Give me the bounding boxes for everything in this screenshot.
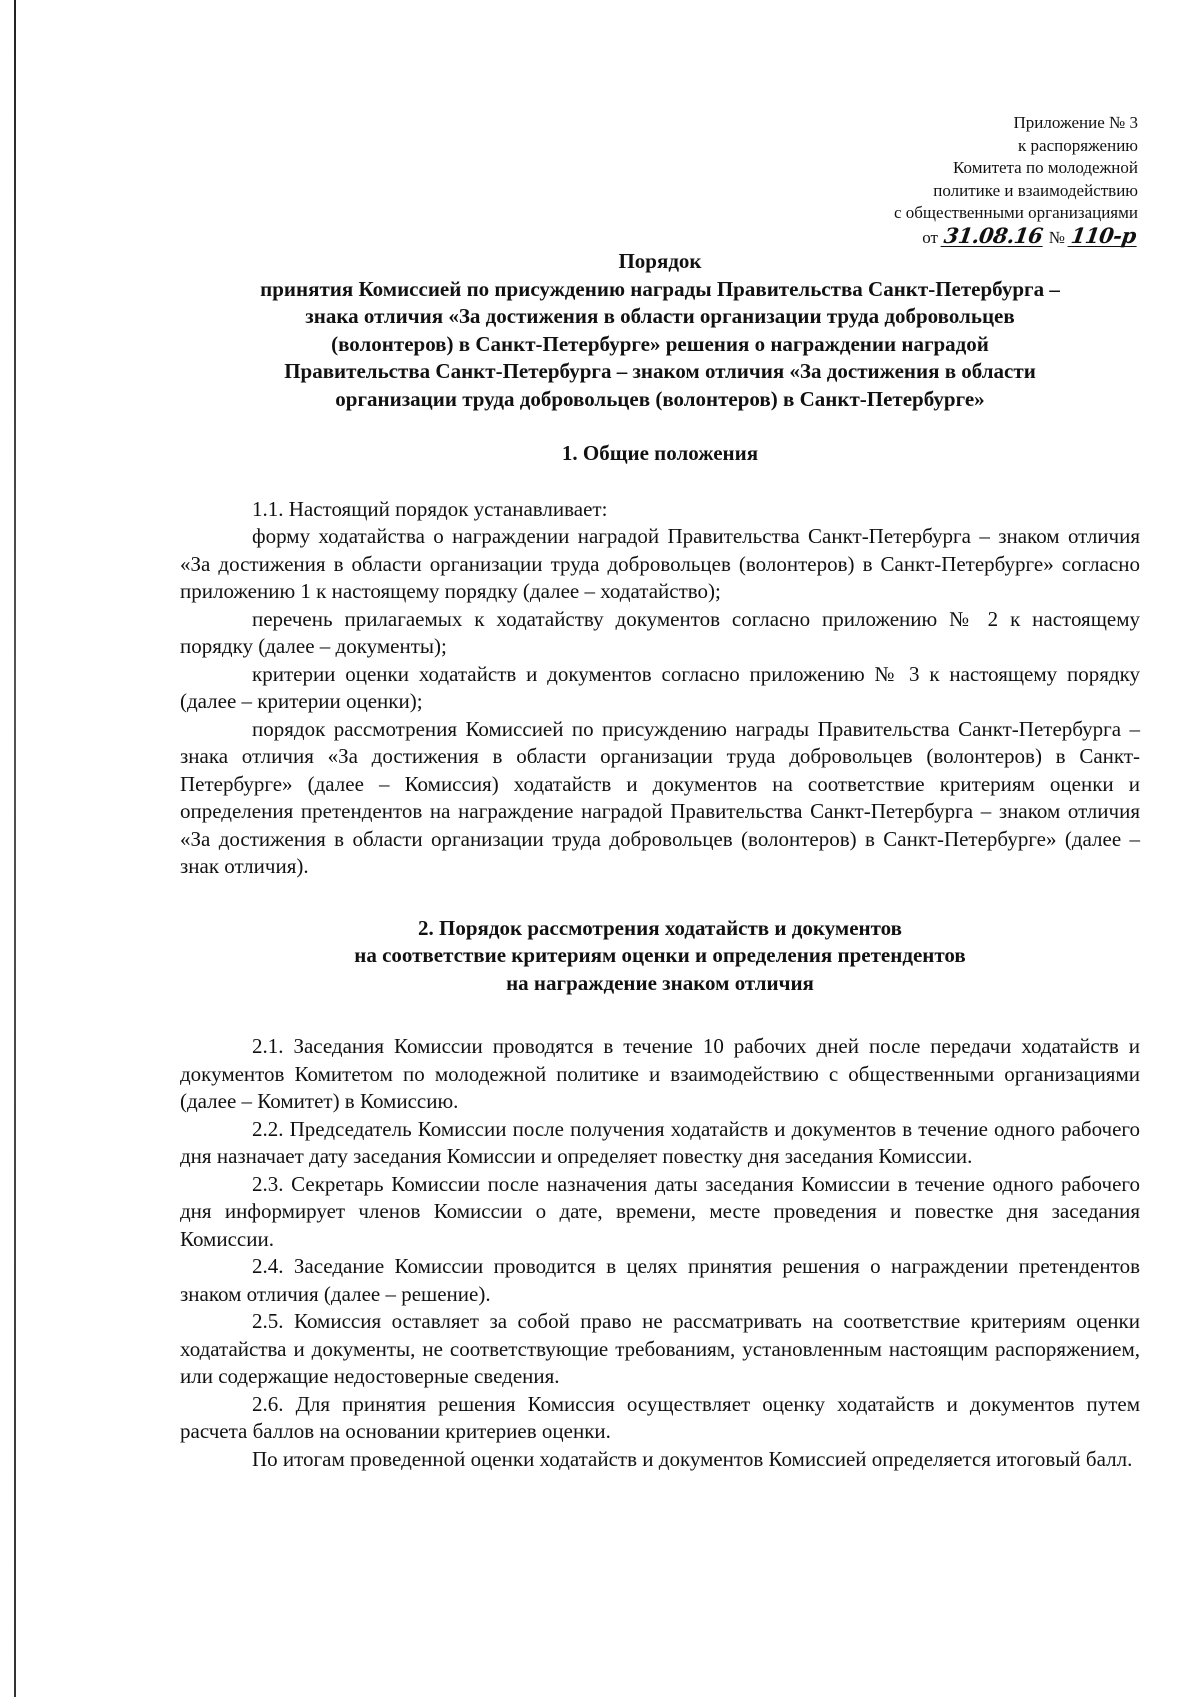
number-prefix: № (1048, 227, 1065, 247)
date-prefix: от (922, 227, 938, 247)
paragraph: 2.5. Комиссия оставляет за собой право не рассматривать на соответствие критериям оценки ходатайства и документы, не соответствующие требованиям, установленным настоящим распоряжением, или содержащие недостоверные сведения. (180, 1309, 1140, 1388)
title-main: Порядок (618, 249, 702, 273)
paragraph: перечень прилагаемых к ходатайству документов согласно приложению № 2 к настоящему порядку (далее – документы); (180, 606, 1140, 658)
title-line: знака отличия «За достижения в области организации труда добровольцев (305, 304, 1015, 328)
paragraph: 2.4. Заседание Комиссии проводится в целях принятия решения о награждении претендентов знаком отличия (далее – решение). (180, 1254, 1140, 1306)
paragraph: 2.1. Заседания Комиссии проводятся в течение 10 рабочих дней после передачи ходатайств и документов Комитетом по молодежной политике и взаимодействию с общественными организациями (далее – Комитет) в Комиссию. (180, 1034, 1140, 1113)
header-line: политике и взаимодействию (933, 180, 1138, 200)
handwritten-date: 31.08.16 (942, 222, 1045, 248)
section-2-heading-line: на соответствие критериям оценки и определения претендентов (354, 943, 966, 967)
paragraph: порядок рассмотрения Комиссией по присуждению награды Правительства Санкт-Петербурга – знака отличия «За достижения в области организации труда добровольцев (волонтеров) в Санкт-Петербурге» (далее – Комиссия) ходатайств и документов на соответствие критериям оценки и определения претендентов на награждение наградой Правительства Санкт-Петербурга – знаком отличия «За достижения в области организации труда добровольцев (волонтеров) в Санкт-Петербурге» (далее – знак отличия). (180, 716, 1140, 878)
title-line: Правительства Санкт-Петербурга – знаком отличия «За достижения в области (284, 359, 1036, 383)
paragraph: критерии оценки ходатайств и документов согласно приложению № 3 к настоящему порядку (далее – критерии оценки); (180, 661, 1140, 713)
title-line: (волонтеров) в Санкт-Петербурге» решения о награждении наградой (331, 331, 989, 356)
section-2-heading (180, 915, 1140, 998)
paragraph: 2.2. Председатель Комиссии после получения ходатайств и документов в течение одного рабочего дня назначает дату заседания Комиссии и определяет повестку дня заседания Комиссии. (180, 1116, 1140, 1168)
header-line: Комитета по молодежной (953, 158, 1138, 177)
scan-edge-line (14, 0, 16, 1697)
section-2-heading-line: 2. Порядок рассмотрения ходатайств и документов (418, 915, 902, 940)
handwritten-number: 110-р (1069, 222, 1138, 248)
header-line: с общественными организациями (893, 203, 1138, 222)
section-1-heading: 1. Общие положения (561, 441, 759, 465)
header-line: Приложение № 3 (1013, 113, 1138, 132)
paragraph: 1.1. Настоящий порядок устанавливает: (252, 496, 608, 521)
paragraph: 2.3. Секретарь Комиссии после назначения даты заседания Комиссии в течение одного рабочего дня информирует членов Комиссии о дате, времени, месте проведения и повестке дня заседания Комиссии. (180, 1171, 1140, 1251)
appendix-header (718, 112, 1138, 249)
paragraph: форму ходатайства о награждении наградой Правительства Санкт-Петербурга – знаком отличия «За достижения в области организации труда добровольцев (волонтеров) в Санкт-Петербурге» согласно приложению 1 к настоящему порядку (далее – ходатайство); (180, 524, 1140, 603)
document-title (180, 248, 1140, 413)
header-line: к распоряжению (1018, 135, 1138, 155)
document-body (180, 248, 1140, 1473)
title-line: организации труда добровольцев (волонтеров) в Санкт-Петербурге» (335, 386, 985, 411)
title-line: принятия Комиссией по присуждению награды Правительства Санкт-Петербурга – (260, 276, 1060, 301)
paragraph: По итогам проведенной оценки ходатайств и документов Комиссией определяется итоговый балл. (252, 1446, 1133, 1471)
header-date-line (718, 222, 1138, 250)
paragraph: 2.6. Для принятия решения Комиссия осуществляет оценку ходатайств и документов путем расчета баллов на основании критериев оценки. (180, 1391, 1140, 1443)
section-2-heading-line: на награждение знаком отличия (506, 970, 814, 995)
